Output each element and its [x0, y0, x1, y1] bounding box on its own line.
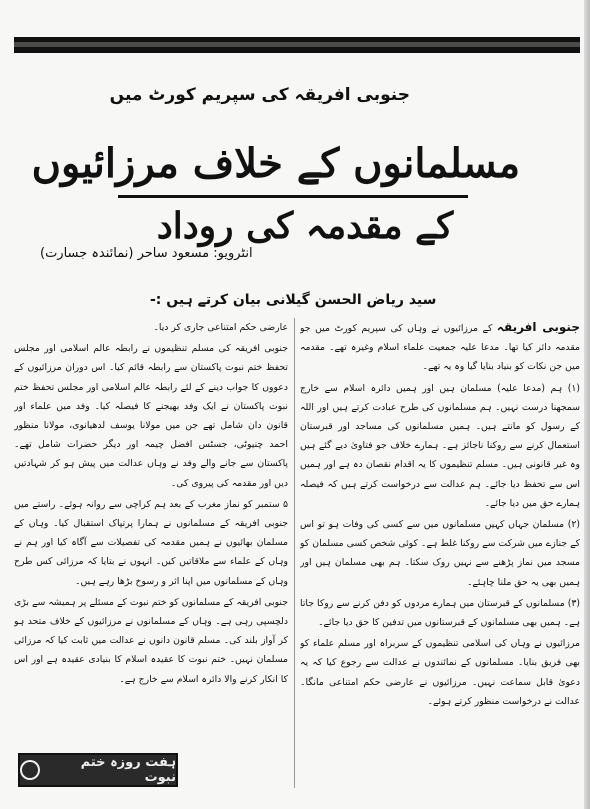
publication-logo [18, 753, 178, 787]
paragraph: (۱) ہم (مدعا علیہ) مسلمان ہیں اور ہمیں دائرہ اسلام سے خارج سمجھنا درست نہیں۔ ہم مسلمانوں کی طرح عبادت کرتے ہیں اور اللہ کے رسول کو مانتے ہیں۔ ہمیں مسلمانوں کی مساجد اور قبرستان استعمال کرنے سے روکنا ناجائز ہے۔ ہمارے خلاف جو فتاویٰ دیے گئے ہیں وہ غیر قانونی ہیں۔ مسلم تنظیموں کا یہ اقدام نقصان دہ ہے اور ہمیں اس سے تحفظ دیا جائے۔ ہم عدالت سے درخواست کرتے ہیں کہ فیصلہ ہمارے حق میں دیا جائے۔ [300, 382, 580, 509]
paragraph: مرزائیوں نے وہاں کی اسلامی تنظیموں کے سربراہ اور مسلم علماء کو بھی فریق بنایا۔ مسلمانوں کے نمائندوں نے عدالت سے رجوع کیا کہ یہ دعویٰ قابل سماعت نہیں۔ مرزائیوں نے عارضی حکم امتناعی مانگا۔ عدالت نے درخواست منظور کرتے ہوئے۔ [300, 638, 580, 707]
lead-in: جنوبی افریقہ [496, 320, 580, 334]
column-divider [294, 318, 295, 788]
headline-rule [118, 195, 468, 198]
kicker: جنوبی افریقہ کی سپریم کورٹ میں [109, 85, 410, 105]
left-column [14, 318, 288, 748]
paragraph: عارضی حکم امتناعی جاری کر دیا۔ [153, 322, 288, 333]
paragraph: جنوبی افریقہ کی مسلم تنظیموں نے رابطہ عالم اسلامی اور مجلس تحفظ ختم نبوت پاکستان سے رابطہ قائم کیا۔ اس دوران مرزائیوں کے دعووں کا جواب دینے کے لئے رابطہ عالم اسلامی اور مجلس تحفظ ختم نبوت پاکستان نے ایک وفد بھیجنے کا فیصلہ کیا۔ وفد میں علماء اور قانون دان شامل تھے جن میں مولانا یوسف لدھیانوی، مولانا منظور احمد چنیوٹی، جسٹس افضل چیمہ اور دیگر حضرات شامل تھے۔ پاکستان سے جانے والے وفد نے وہاں عدالت میں پیش ہو کر شہادتیں دیں اور مقدمہ کی پیروی کی۔ [14, 343, 288, 489]
paragraph: جنوبی افریقہ کے مسلمانوں کو ختم نبوت کے مسئلے پر ہمیشہ سے بڑی دلچسپی رہی ہے۔ وہاں کے مسلمانوں نے مرزائیوں کے خلاف متحد ہو کر آواز بلند کی۔ مسلم قانون دانوں نے عدالت میں ثابت کیا کہ مرزائی مسلمان نہیں۔ ختم نبوت کا عقیدہ اسلام کا بنیادی عقیدہ ہے اور اس کا انکار کرنے والا دائرہ اسلام سے خارج ہے۔ [14, 596, 288, 685]
subhead: سید ریاض الحسن گیلانی بیان کرتے ہیں :- [150, 292, 437, 308]
right-column [300, 318, 580, 788]
logo-emblem-icon [20, 760, 40, 780]
paragraph: (۲) مسلمان جہاں کہیں مسلمانوں میں سے کسی کی وفات ہو تو اس کے جنازے میں شرکت سے روکنا غلط ہے۔ کوئی شخص کسی مسلمان کو مسجد میں نماز پڑھنے سے نہیں روک سکتا۔ ہم بھی مسلمان ہیں اور ہمیں بھی یہ حق ملنا چاہئے۔ [300, 519, 580, 588]
paragraph: (۳) مسلمانوں کے قبرستان میں ہمارے مردوں کو دفن کرنے سے روکا جاتا ہے۔ ہمیں بھی مسلمانوں کے قبرستانوں میں تدفین کا حق دیا جائے۔ [300, 597, 580, 629]
logo-text: ہفت روزہ ختم نبوت [80, 755, 176, 785]
headline-line-1: مسلمانوں کے خلاف مرزائیوں [31, 140, 520, 187]
scan-edge [584, 0, 590, 809]
paragraph: جنوبی افریقہ کے مرزائیوں نے وہاں کی سپریم کورٹ میں جو مقدمہ دائر کیا تھا۔ مدعا علیہ جمعیت علماء اسلام وغیرہ تھے۔ مقدمہ میں جن نکات کو بنیاد بنایا گیا وہ یہ تھے۔ [300, 320, 580, 373]
headline-line-2: کے مقدمہ کی روداد [156, 205, 454, 247]
byline: انٹرویو: مسعود ساحر (نمائندہ جسارت) [40, 246, 253, 261]
header-bar [14, 37, 580, 53]
paragraph: ۵ ستمبر کو نماز مغرب کے بعد ہم کراچی سے روانہ ہوئے۔ راستے میں جنوبی افریقہ کے مسلمانوں نے ہمارا پرتپاک استقبال کیا۔ وہاں کے مسلمان بھائیوں نے ہمیں مقدمہ کی تفصیلات سے آگاہ کیا اور ہم نے وہاں کے علماء سے ملاقاتیں کیں۔ انہوں نے بتایا کہ مرزائی کس طرح وہاں کے مسلمانوں میں اپنا اثر و رسوخ بڑھا رہے ہیں۔ [14, 498, 288, 587]
